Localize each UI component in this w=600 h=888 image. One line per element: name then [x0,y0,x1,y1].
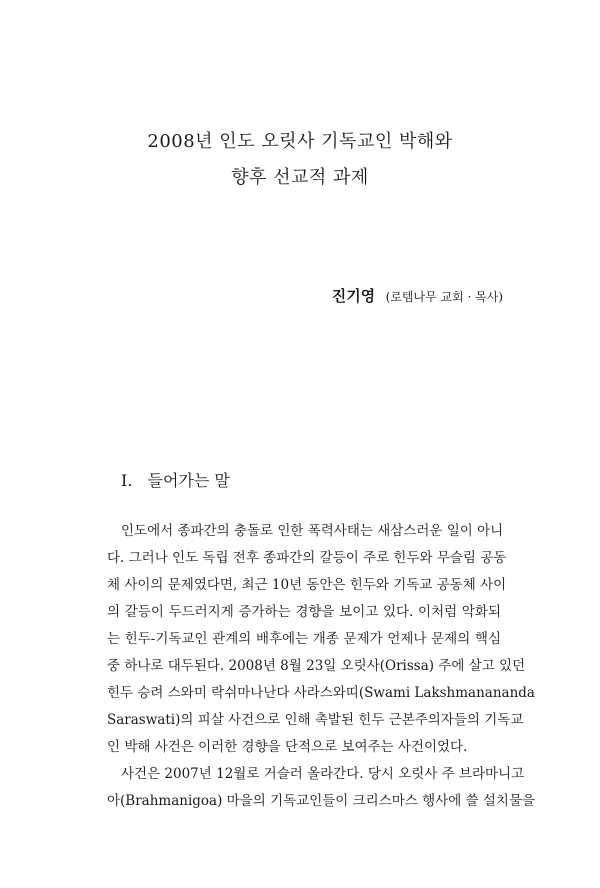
section-number: I. [121,471,133,490]
body-line: 중 하나로 대두된다. 2008년 8월 23일 오릿사(Orissa) 주에 살고 있던 [107,658,526,674]
body-line: 인 박해 사건은 이러한 경향을 단적으로 보여주는 사건이었다. [107,739,468,755]
author-byline [332,285,503,306]
title-line-2: 향후 선교적 과제 [231,167,369,188]
body-line: 힌두 승려 스와미 락쉬마나난다 사라스와띠(Swami Lakshmanananda [107,685,535,701]
body-line: 다. 그러나 인도 독립 전후 종파간의 갈등이 주로 힌두와 무슬림 공동 [107,550,507,566]
body-line: 의 갈등이 두드러지게 증가하는 경향을 보이고 있다. 이처럼 악화되 [107,604,501,620]
body-line: 사건은 2007년 12월로 거슬러 올라간다. 당시 오릿사 주 브라마니고 [121,766,525,782]
section-title: 들어가는 말 [147,471,230,490]
body-line: 는 힌두-기독교인 관계의 배후에는 개종 문제가 언제나 문제의 핵심 [107,631,501,647]
body-text [107,518,536,815]
author-name: 진기영 [331,287,376,305]
author-affiliation: (로템나무 교회 · 목사) [385,290,503,304]
body-line: Saraswati)의 피살 사건으로 인해 촉발된 힌두 근본주의자들의 기독교 [107,712,524,728]
paper-title [0,124,600,196]
body-line: 체 사이의 문제였다면, 최근 10년 동안은 힌두와 기독교 공동체 사이 [107,577,507,593]
title-line-1: 2008년 인도 오릿사 기독교인 박해와 [147,131,453,152]
body-line: 인도에서 종파간의 충돌로 인한 폭력사태는 새삼스러운 일이 아니 [121,523,504,539]
section-heading [121,468,230,491]
body-line: 아(Brahmanigoa) 마을의 기독교인들이 크리스마스 행사에 쓸 설치물을 [107,793,536,809]
